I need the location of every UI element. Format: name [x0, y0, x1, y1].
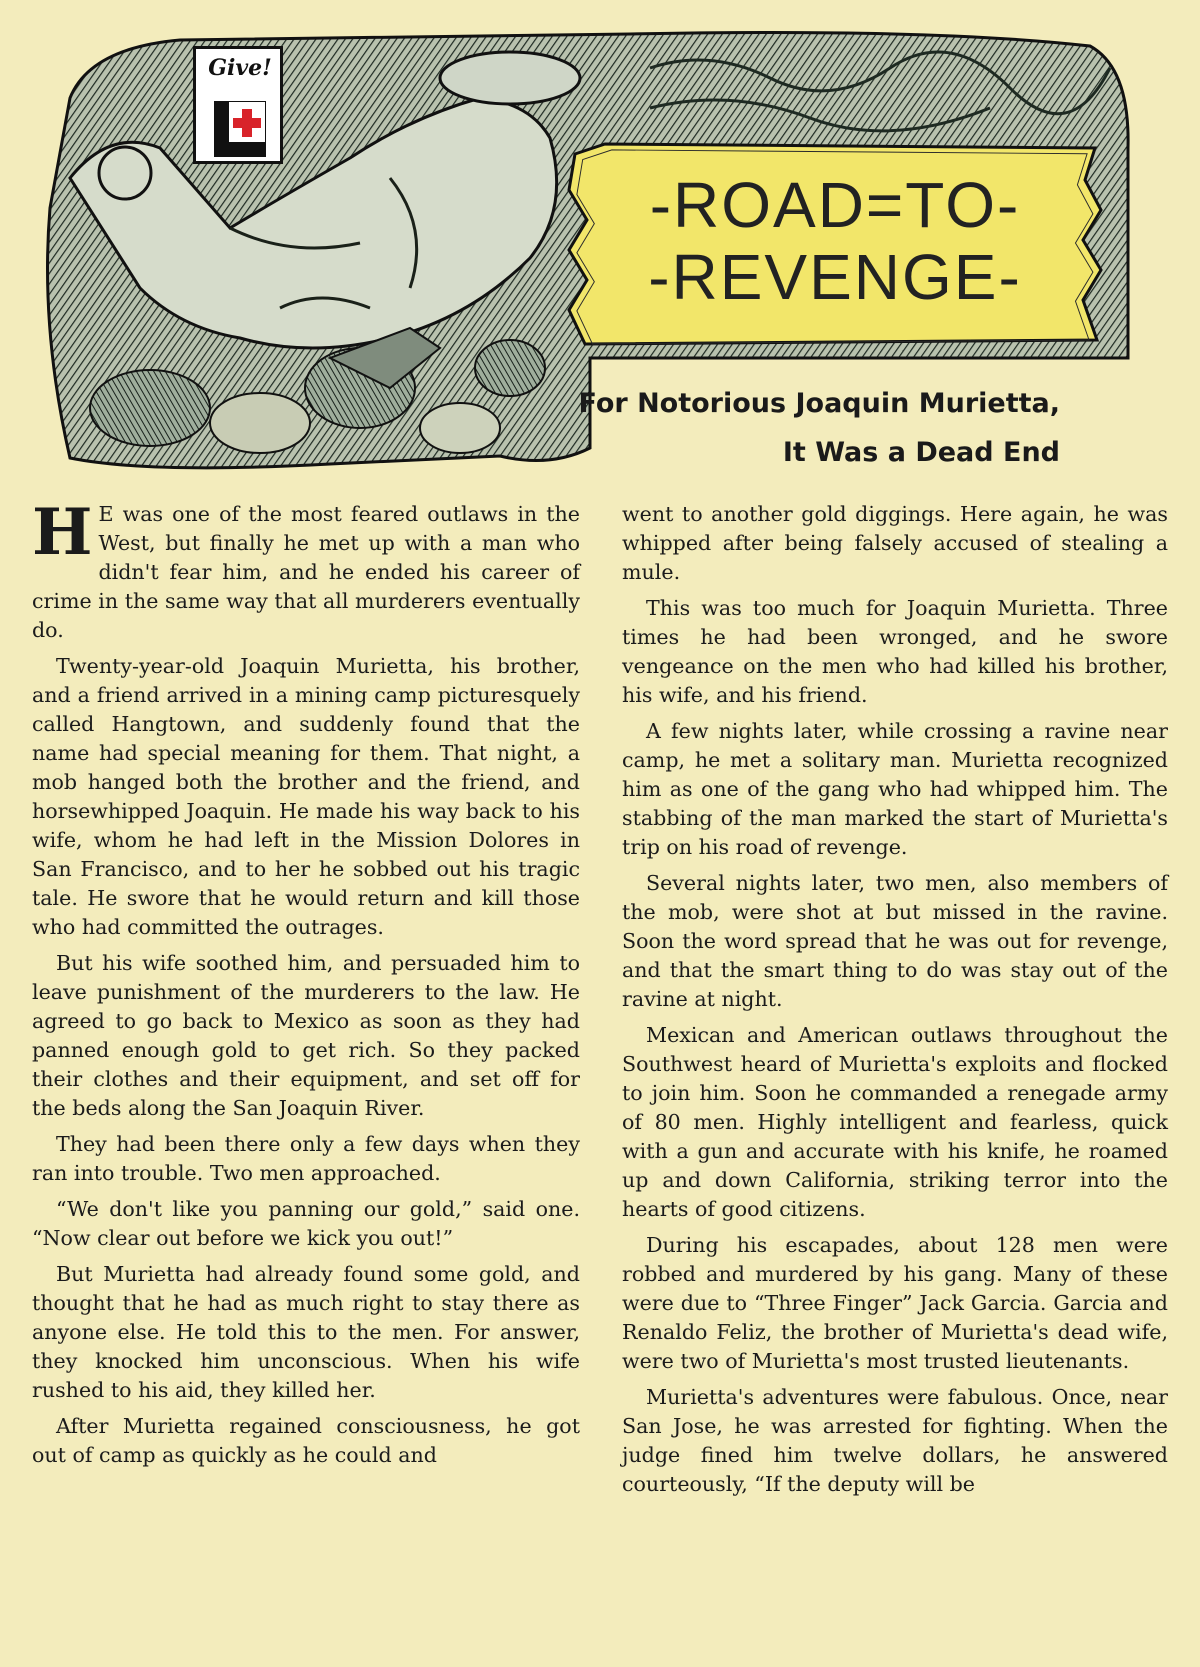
- hat: [440, 52, 580, 104]
- paragraph: went to another gold diggings. Here again, he was whipped after being falsely accused of stealing a mule.: [622, 502, 1168, 584]
- paragraph: Mexican and American outlaws throughout the Southwest heard of Murietta's exploits and flocked to join him. Soon he commanded a renegade army of 80 men. Highly intelligent and fearless, quick with a gun and accurate with his knife, he roamed up and down California, striking terror into the hearts of good citizens.: [622, 1023, 1168, 1221]
- rock: [210, 393, 310, 453]
- paragraph: After Murietta regained consciousness, he got out of camp as quickly as he could and: [32, 1414, 580, 1467]
- paragraph: Several nights later, two men, also members of the mob, were shot at but missed in the ravine. Soon the word spread that he was out for revenge, and that the smart thing to do was stay out of the ravine at night.: [622, 871, 1168, 1011]
- paragraph-text: E was one of the most feared outlaws in the West, but finally he met up with a man who didn't fear him, and he ended his career of crime in the same way that all murderers eventually do.: [32, 502, 580, 642]
- paragraph: [32, 495, 580, 645]
- article-left-column: [32, 495, 580, 1477]
- rock: [420, 403, 500, 453]
- paragraph: But Murietta had already found some gold, and thought that he had as much right to stay there as anyone else. He told this to the men. For answer, they knocked him unconscious. When his wife rushed to his aid, they killed her.: [32, 1262, 580, 1402]
- paragraph: Murietta's adventures were fabulous. Once, near San Jose, he was arrested for fighting. When the judge fined him twelve dollars, he answered courteously, “If the deputy will be: [622, 1385, 1168, 1496]
- paragraph: Twenty-year-old Joaquin Murietta, his brother, and a friend arrived in a mining camp picturesquely called Hangtown, and suddenly found that the name had special meaning for them. That night, a mob hanged both the brother and the friend, and horsewhipped Joaquin. He made his way back to his wife, whom he had left in the Mission Dolores in San Francisco, and to her he sobbed out his tragic tale. He swore that he would return and kill those who had committed the outrages.: [32, 654, 580, 939]
- rock: [90, 370, 210, 446]
- drop-cap: H: [32, 495, 93, 570]
- badge-text: Give!: [208, 55, 272, 81]
- paragraph: This was too much for Joaquin Murietta. Three times he had been wronged, and he swore vengeance on the men who had killed his brother, his wife, and his friend.: [622, 596, 1168, 707]
- paragraph: But his wife soothed him, and persuaded him to leave punishment of the murderers to the law. He agreed to go back to Mexico as soon as they had panned enough gold to get rich. So they packed their clothes and their equipment, and set off for the beds along the San Joaquin River.: [32, 951, 580, 1120]
- subtitle-line-1: For Notorious Joaquin Murietta,: [578, 388, 1060, 419]
- article-right-column: [622, 500, 1168, 1506]
- paragraph: During his escapades, about 128 men were robbed and murdered by his gang. Many of these were due to “Three Finger” Jack Garcia. Garcia and Renaldo Feliz, the brother of Murietta's dead wife, were two of Murietta's most trusted lieutenants.: [622, 1233, 1168, 1373]
- red-cross-badge: [193, 46, 283, 164]
- title-banner: [565, 140, 1105, 350]
- red-cross-icon: [214, 101, 266, 157]
- subtitle-line-2: It Was a Dead End: [782, 437, 1060, 468]
- paragraph: They had been there only a few days when they ran into trouble. Two men approached.: [32, 1132, 580, 1185]
- title-line-1: -ROAD=TO-: [649, 169, 1021, 241]
- title-line-2: -REVENGE-: [648, 241, 1022, 313]
- paragraph: “We don't like you panning our gold,” said one. “Now clear out before we kick you out!”: [32, 1197, 580, 1250]
- rock: [475, 340, 545, 396]
- paragraph: A few nights later, while crossing a ravine near camp, he met a solitary man. Murietta recognized him as one of the gang who had whipped him. The stabbing of the man marked the start of Murietta's trip on his road of revenge.: [622, 719, 1168, 859]
- figure-head: [99, 147, 151, 199]
